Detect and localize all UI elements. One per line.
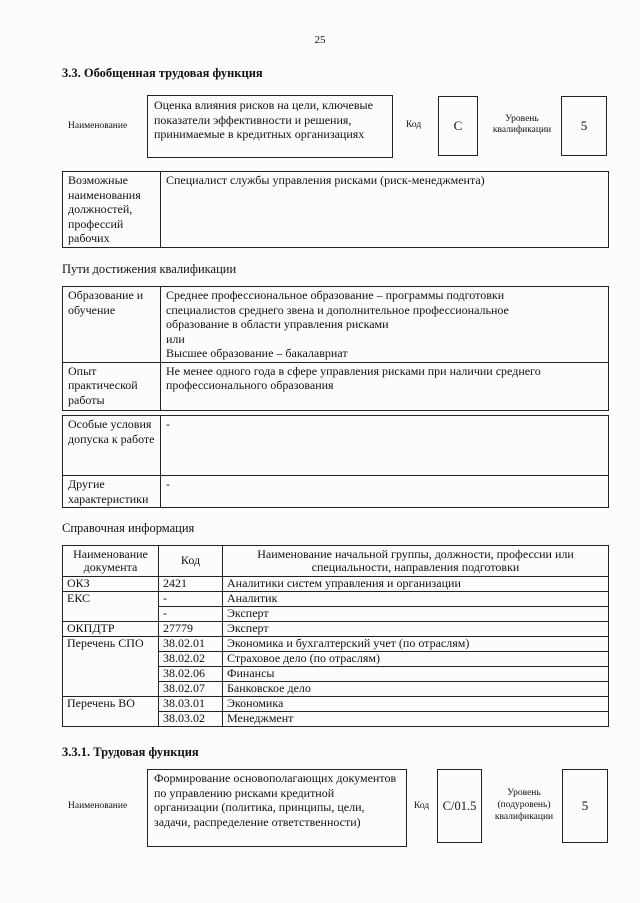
- reference-name-cell: Экономика: [223, 697, 609, 712]
- reference-header-row: [63, 546, 609, 577]
- reference-code-cell: 38.03.01: [159, 697, 223, 712]
- reference-doc-cell: Перечень ВО: [63, 697, 159, 727]
- special-conditions-label: Особые условия допуска к работе: [63, 416, 161, 476]
- gtf-level-label: Уровень квалификации: [492, 114, 552, 135]
- reference-doc-cell: ЕКС: [63, 592, 159, 622]
- other-characteristics-value: -: [161, 476, 609, 508]
- tf-name-label: Наименование: [68, 801, 128, 811]
- table-row: [63, 637, 609, 652]
- education-label: Образование и обучение: [63, 287, 161, 363]
- section-title-3-3: 3.3. Обобщенная трудовая функция: [62, 66, 263, 80]
- positions-value: Специалист службы управления рисками (риск-менеджмента): [161, 172, 609, 248]
- reference-doc-cell: ОКЗ: [63, 577, 159, 592]
- reference-code-cell: 38.02.01: [159, 637, 223, 652]
- gtf-level-value: 5: [561, 96, 607, 156]
- gtf-name-label: Наименование: [68, 121, 128, 131]
- gtf-code-label: Код: [406, 120, 422, 130]
- education-line: Среднее профессиональное образование – программы подготовки: [166, 288, 505, 302]
- reference-code-cell: 38.02.02: [159, 652, 223, 667]
- education-value: [161, 287, 609, 363]
- gtf-name-value: Оценка влияния рисков на цели, ключевые показатели эффективности и решения, принимаемые в кредитных организациях: [147, 95, 393, 158]
- reference-code-cell: 38.03.02: [159, 712, 223, 727]
- reference-name-cell: Банковское дело: [223, 682, 609, 697]
- positions-table: [62, 171, 609, 248]
- reference-header-code: Код: [159, 546, 223, 577]
- reference-code-cell: 38.02.06: [159, 667, 223, 682]
- education-line: Высшее образование – бакалавриат: [166, 346, 348, 360]
- education-line: образование в области управления рисками: [166, 317, 389, 331]
- experience-label: Опыт практической работы: [63, 362, 161, 410]
- reference-code-cell: 38.02.07: [159, 682, 223, 697]
- tf-level-label: Уровень (подуровень) квалификации: [494, 788, 554, 822]
- reference-name-cell: Эксперт: [223, 607, 609, 622]
- table-row: [63, 592, 609, 607]
- reference-name-cell: Финансы: [223, 667, 609, 682]
- conditions-table: [62, 415, 609, 508]
- reference-doc-cell: ОКПДТР: [63, 622, 159, 637]
- reference-code-cell: -: [159, 592, 223, 607]
- other-characteristics-label: Другие характеристики: [63, 476, 161, 508]
- reference-name-cell: Страховое дело (по отраслям): [223, 652, 609, 667]
- reference-name-cell: Эксперт: [223, 622, 609, 637]
- tf-code-value: C/01.5: [437, 769, 482, 843]
- reference-name-cell: Экономика и бухгалтерский учет (по отраслям): [223, 637, 609, 652]
- reference-name-cell: Аналитики систем управления и организации: [223, 577, 609, 592]
- reference-name-cell: Менеджмент: [223, 712, 609, 727]
- qualification-table: [62, 286, 609, 411]
- qualification-title: Пути достижения квалификации: [62, 262, 237, 276]
- experience-value: Не менее одного года в сфере управления рисками при наличии среднего профессионального образования: [161, 362, 609, 410]
- tf-name-value: Формирование основополагающих документов по управлению рисками кредитной организации (политика, принципы, цели, задачи, распределение ответственности): [147, 769, 407, 847]
- reference-code-cell: 27779: [159, 622, 223, 637]
- reference-table: [62, 545, 609, 727]
- reference-code-cell: 2421: [159, 577, 223, 592]
- table-row: [63, 697, 609, 712]
- gtf-code-value: C: [438, 96, 478, 156]
- reference-header-name: Наименование начальной группы, должности, профессии или специальности, направления подготовки: [223, 546, 609, 577]
- table-row: [63, 622, 609, 637]
- reference-title: Справочная информация: [62, 521, 195, 535]
- tf-code-label: Код: [414, 801, 430, 811]
- reference-name-cell: Аналитик: [223, 592, 609, 607]
- tf-level-value: 5: [562, 769, 608, 843]
- education-line: специалистов среднего звена и дополнительное профессиональное: [166, 302, 509, 317]
- reference-doc-cell: Перечень СПО: [63, 637, 159, 697]
- reference-code-cell: -: [159, 607, 223, 622]
- section-title-3-3-1: 3.3.1. Трудовая функция: [62, 745, 199, 759]
- table-row: [63, 577, 609, 592]
- education-line: или: [166, 331, 185, 346]
- reference-header-doc: Наименование документа: [63, 546, 159, 577]
- positions-label: Возможные наименования должностей, профессий рабочих: [63, 172, 161, 248]
- special-conditions-value: -: [161, 416, 609, 476]
- page-number: 25: [314, 34, 326, 46]
